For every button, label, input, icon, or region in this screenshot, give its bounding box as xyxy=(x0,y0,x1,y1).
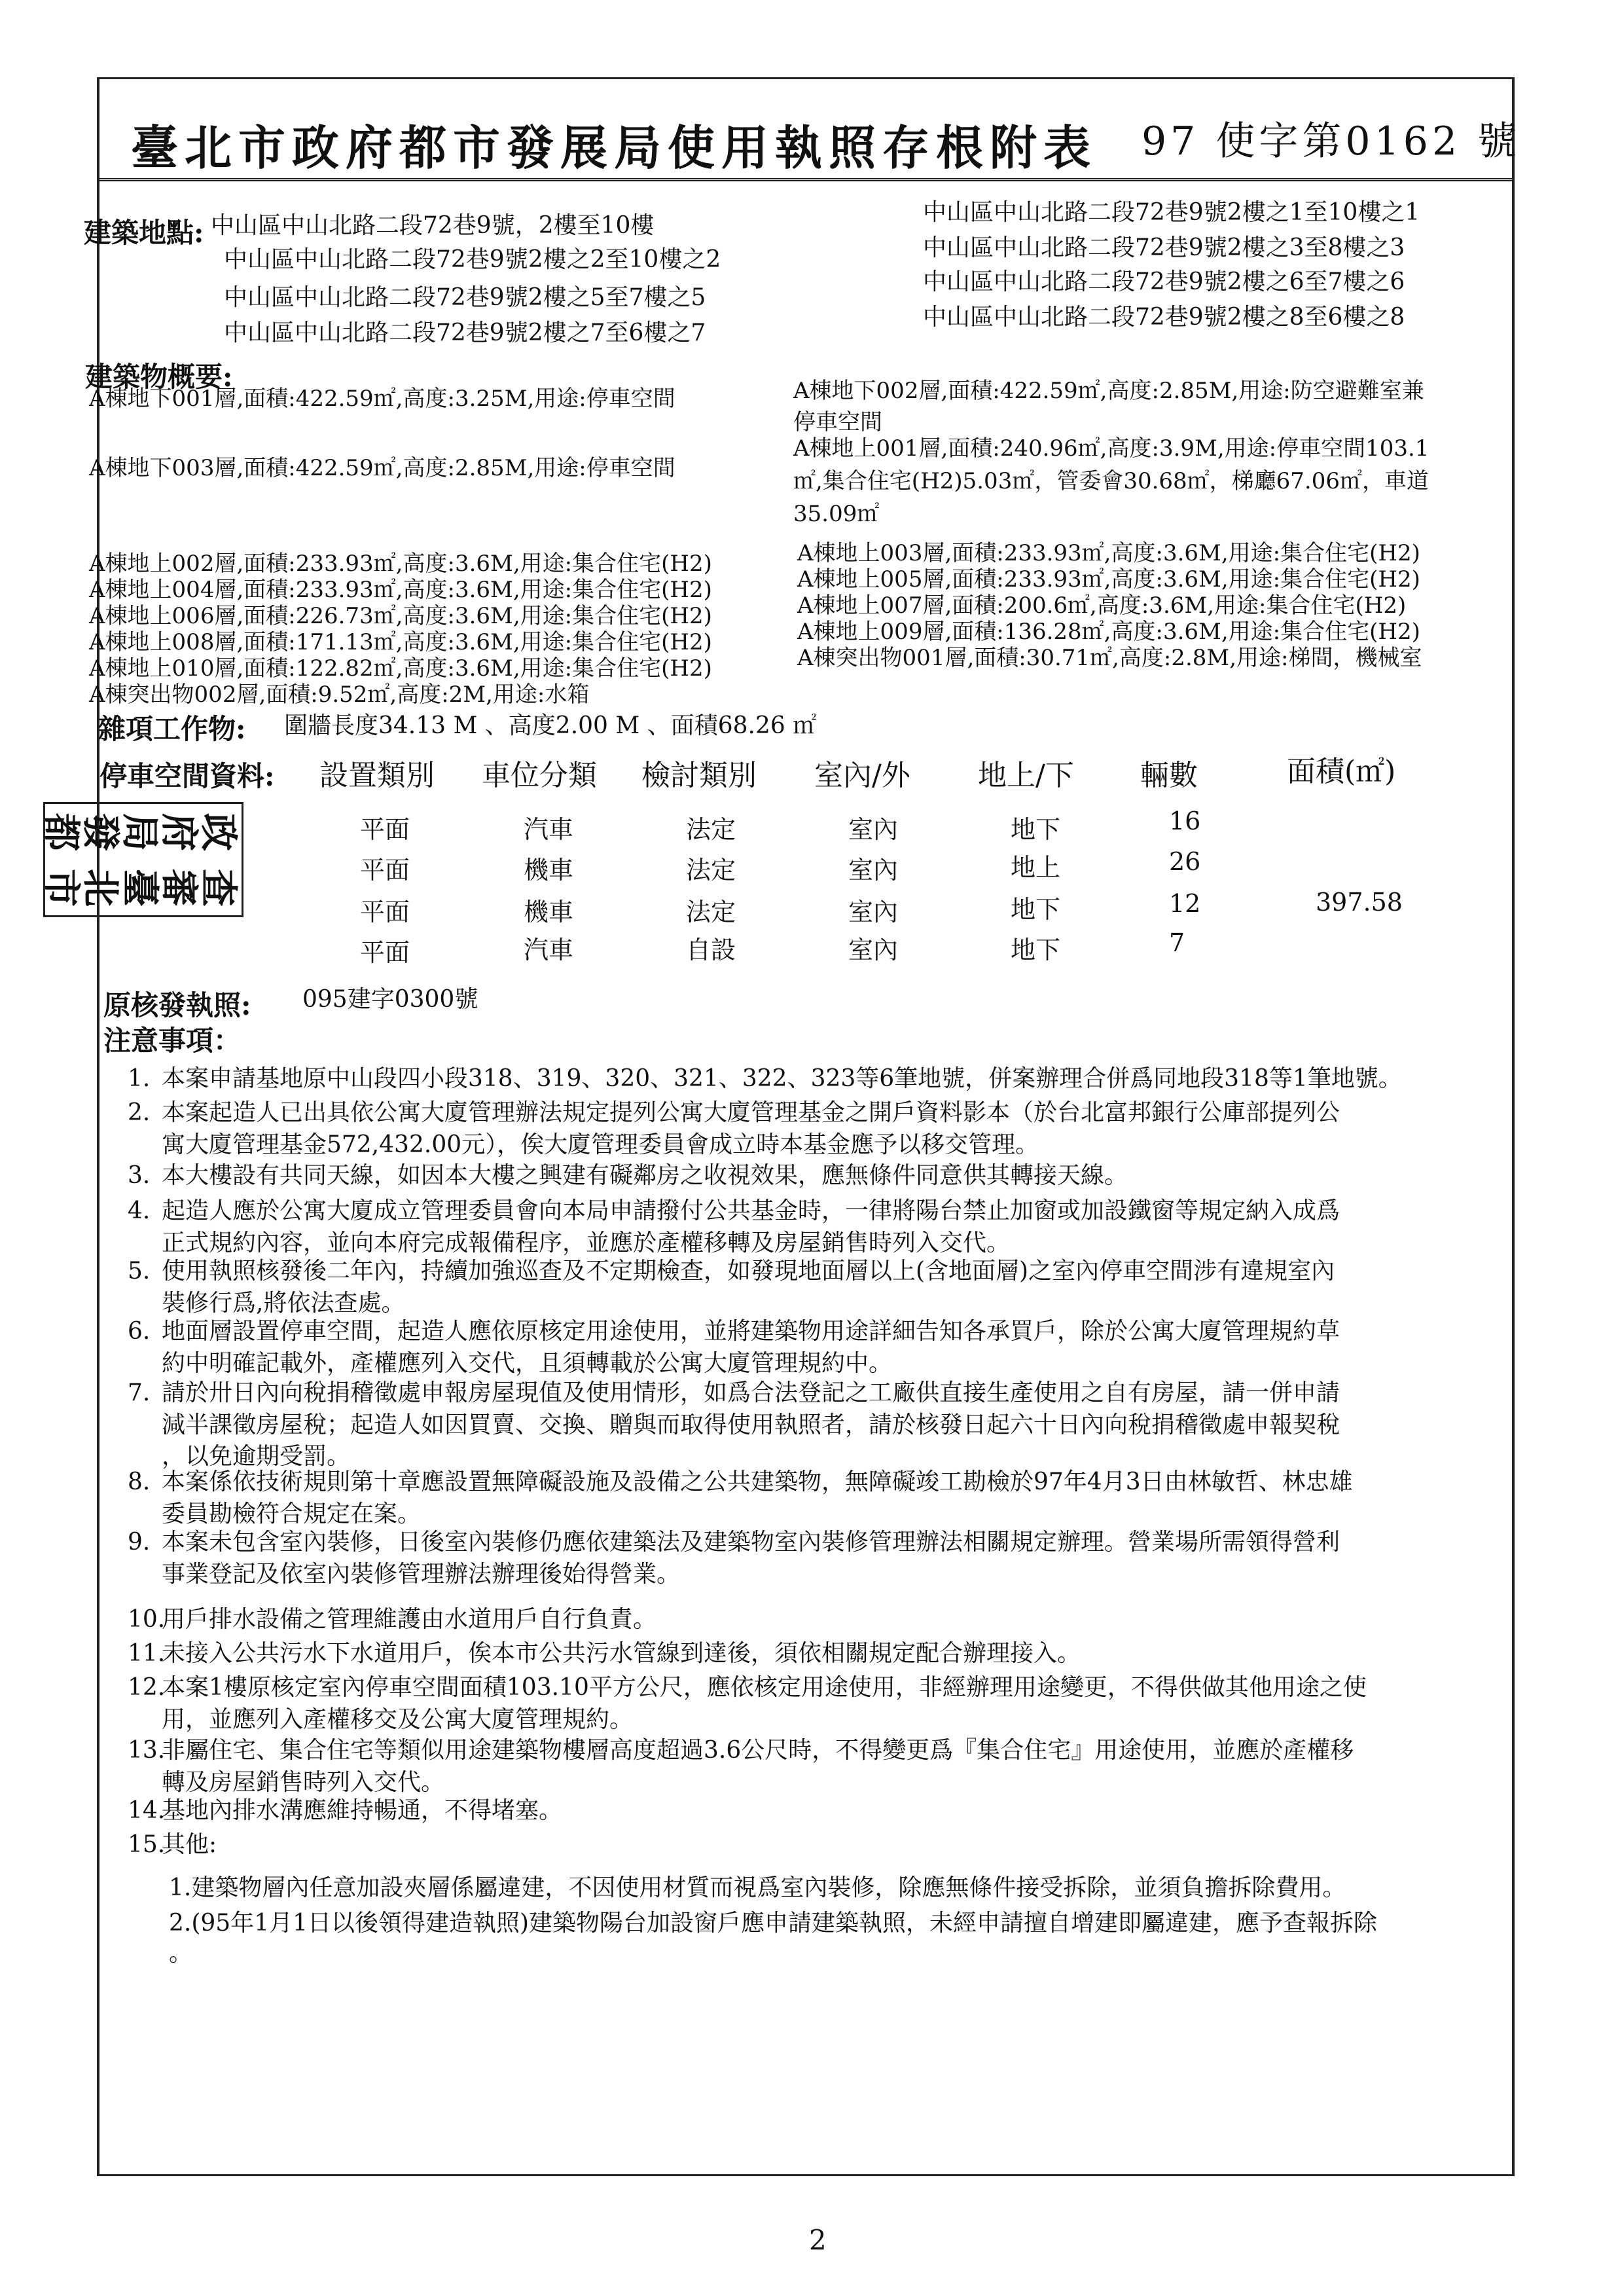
note-text xyxy=(162,1527,1503,1590)
misc-work-label: 雜項工作物: xyxy=(98,713,246,745)
parking-cell: 平面 xyxy=(360,856,410,884)
floor-left-3: A棟地上006層,面積:226.73㎡,高度:3.6M,用途:集合住宅(H2) xyxy=(89,603,712,629)
note-text xyxy=(162,1316,1503,1379)
parking-cell: 地下 xyxy=(1011,936,1061,964)
note-text xyxy=(162,1097,1503,1161)
note-number: 14. xyxy=(128,1797,166,1824)
note-item xyxy=(128,1195,1515,1259)
floor-right-4: A棟地上009層,面積:136.28㎡,高度:3.6M,用途:集合住宅(H2) xyxy=(797,619,1420,645)
note-number: 8. xyxy=(128,1468,151,1495)
note-line: 未接入公共污水下水道用戶，俟本市公共污水管線到達後，須依相關規定配合辦理接入。 xyxy=(162,1640,1081,1667)
parking-cell: 平面 xyxy=(360,815,410,844)
note-sub-item: 。 xyxy=(169,1940,193,1967)
note-line: 用，並應列入產權移交及公寓大廈管理規約。 xyxy=(162,1705,634,1733)
note-text xyxy=(162,1160,1503,1192)
original-permit-value: 095建字0300號 xyxy=(302,986,478,1013)
note-line: 委員勘檢符合規定在案。 xyxy=(162,1500,422,1527)
note-number: 7. xyxy=(128,1379,151,1406)
floor-left-2: A棟地上004層,面積:233.93㎡,高度:3.6M,用途:集合住宅(H2) xyxy=(89,577,712,603)
floor-right-3: A棟地上007層,面積:200.6㎡,高度:3.6M,用途:集合住宅(H2) xyxy=(797,592,1407,619)
note-item xyxy=(128,1063,1515,1095)
note-text xyxy=(162,1672,1503,1736)
note-number: 1. xyxy=(128,1065,151,1092)
note-item xyxy=(128,1638,1515,1670)
parking-cell: 機車 xyxy=(524,856,574,884)
note-item xyxy=(128,1829,1515,1861)
note-text xyxy=(162,1195,1503,1259)
note-number: 9. xyxy=(128,1529,151,1556)
note-item xyxy=(128,1160,1515,1192)
notes-label: 注意事項： xyxy=(103,1025,242,1057)
note-item xyxy=(128,1377,1515,1473)
note-line: 事業登記及依室內裝修管理辦法辦理後始得營業。 xyxy=(162,1560,681,1588)
note-number: 4. xyxy=(128,1197,151,1224)
parking-cell: 26 xyxy=(1169,847,1201,876)
parking-cell: 機車 xyxy=(524,898,574,926)
note-line: 本案起造人已出具依公寓大廈管理辦法規定提列公寓大廈管理基金之開戶資料影本（於台北富邦銀行公庫部提列公 xyxy=(162,1099,1340,1126)
parking-col-count: 輛數 xyxy=(1140,759,1198,792)
note-text xyxy=(162,1638,1503,1670)
note-number: 11. xyxy=(128,1640,166,1667)
parking-cell: 16 xyxy=(1169,807,1201,835)
page-number: 2 xyxy=(809,2224,827,2256)
note-line: 轉及房屋銷售時列入交代。 xyxy=(162,1768,445,1796)
title-bar xyxy=(97,100,1521,181)
address-left-3: 中山區中山北路二段72巷9號2樓之5至7樓之5 xyxy=(224,284,706,311)
floor-right-5: A棟突出物001層,面積:30.71㎡,高度:2.8M,用途:梯間，機械室 xyxy=(797,645,1422,671)
address-right-4: 中山區中山北路二段72巷9號2樓之8至6樓之8 xyxy=(923,304,1405,331)
overview-b1: A棟地下001層,面積:422.59㎡,高度:3.25M,用途:停車空間 xyxy=(89,386,675,412)
parking-cell: 平面 xyxy=(360,898,410,926)
note-item xyxy=(128,1795,1515,1827)
parking-label: 停車空間資料: xyxy=(99,760,275,792)
floor-right-1: A棟地上003層,面積:233.93㎡,高度:3.6M,用途:集合住宅(H2) xyxy=(797,540,1420,566)
overview-f1-cont: ㎡,集合住宅(H2)5.03㎡，管委會30.68㎡，梯廳67.06㎡，車道 xyxy=(793,468,1429,494)
note-number: 3. xyxy=(128,1162,151,1189)
overview-b3: A棟地下003層,面積:422.59㎡,高度:2.85M,用途:停車空間 xyxy=(89,455,675,481)
overview-f1-cont2: 35.09㎡ xyxy=(793,501,880,527)
parking-cell: 地上 xyxy=(1011,853,1061,882)
document-title: 臺北市政府都市發展局使用執照存根附表 xyxy=(131,120,1098,175)
note-item xyxy=(128,1735,1515,1798)
note-number: 5. xyxy=(128,1258,151,1285)
note-text xyxy=(162,1377,1503,1473)
note-number: 10. xyxy=(128,1606,166,1633)
address-right-2: 中山區中山北路二段72巷9號2樓之3至8樓之3 xyxy=(923,234,1405,261)
note-line: 用戶排水設備之管理維護由水道用戶自行負責。 xyxy=(162,1606,657,1633)
note-item xyxy=(128,1527,1515,1590)
note-sub-item: 1.建築物層內任意加設夾層係屬違建，不因使用材質而視爲室內裝修，除應無條件接受拆除，並須負擔拆除費用。 xyxy=(169,1874,1346,1901)
permit-number: 97 使字第0162 號 xyxy=(1142,118,1521,164)
address-left-1: 中山區中山北路二段72巷9號，2樓至10樓 xyxy=(211,212,655,239)
original-permit-label: 原核發執照: xyxy=(103,989,251,1021)
note-line: 約中明確記載外，產權應列入交代，且須轉載於公寓大廈管理規約中。 xyxy=(162,1349,893,1377)
note-line: 正式規約內容，並向本府完成報備程序，並應於產權移轉及房屋銷售時列入交代。 xyxy=(162,1229,1011,1256)
note-line: 本大樓設有共同天線，如因本大樓之興建有礙鄰房之收視效果，應無條件同意供其轉接天線。 xyxy=(162,1162,1128,1189)
note-line: 本案1樓原核定室內停車空間面積103.10平方公尺，應依核定用途使用，非經辦理用途變更，不得供做其他用途之使 xyxy=(162,1674,1367,1701)
overview-label: 建築物概要: xyxy=(85,361,233,393)
address-right-1: 中山區中山北路二段72巷9號2樓之1至10樓之1 xyxy=(923,199,1420,226)
floor-left-4: A棟地上008層,面積:171.13㎡,高度:3.6M,用途:集合住宅(H2) xyxy=(89,629,712,655)
parking-col-class: 車位分類 xyxy=(482,759,597,792)
parking-cell: 法定 xyxy=(686,898,736,926)
note-number: 2. xyxy=(128,1099,151,1126)
parking-col-level: 地上/下 xyxy=(978,759,1074,792)
parking-cell: 室內 xyxy=(848,898,899,926)
note-text xyxy=(162,1256,1503,1319)
note-line: 本案係依技術規則第十章應設置無障礙設施及設備之公共建築物，無障礙竣工勘檢於97年4月3日由林敏哲、林忠雄 xyxy=(162,1468,1353,1495)
note-sub-item: 2.(95年1月1日以後領得建造執照)建築物陽台加設窗戶應申請建築執照，未經申請擅自增建即屬違建，應予查報拆除 xyxy=(169,1910,1378,1937)
misc-work-value: 圍牆長度34.13 M 、高度2.00 M 、面積68.26 ㎡ xyxy=(284,712,817,739)
note-text xyxy=(162,1604,1503,1636)
parking-col-area: 面積(㎡) xyxy=(1287,755,1396,788)
parking-cell: 室內 xyxy=(848,856,899,884)
note-text xyxy=(162,1467,1503,1530)
note-text xyxy=(162,1063,1503,1095)
note-item xyxy=(128,1604,1515,1636)
parking-cell: 地下 xyxy=(1011,815,1061,844)
parking-col-inout: 室內/外 xyxy=(814,759,910,792)
parking-cell: 平面 xyxy=(360,938,410,967)
note-number: 15. xyxy=(128,1831,166,1858)
parking-col-type: 設置類別 xyxy=(319,759,435,792)
note-item xyxy=(128,1097,1515,1161)
parking-cell: 397.58 xyxy=(1316,888,1403,917)
note-line: 本案申請基地原中山段四小段318、319、320、321、322、323等6筆地號，併案辦理合併爲同地段318等1筆地號。 xyxy=(162,1065,1402,1092)
note-number: 13. xyxy=(128,1737,166,1764)
floor-left-6: A棟突出物002層,面積:9.52㎡,高度:2M,用途:水箱 xyxy=(89,682,590,708)
note-text xyxy=(162,1735,1503,1798)
note-line: 請於卅日內向稅捐稽徵處申報房屋現值及使用情形，如爲合法登記之工廠供直接生產使用之自有房屋，請一併申請 xyxy=(162,1379,1340,1406)
floor-left-5: A棟地上010層,面積:122.82㎡,高度:3.6M,用途:集合住宅(H2) xyxy=(89,655,712,682)
parking-cell: 7 xyxy=(1169,928,1185,957)
note-item xyxy=(128,1316,1515,1379)
parking-cell: 自設 xyxy=(686,936,736,964)
address-left-2: 中山區中山北路二段72巷9號2樓之2至10樓之2 xyxy=(224,246,721,273)
note-line: 減半課徵房屋稅；起造人如因買賣、交換、贈與而取得使用執照者，請於核發日起六十日內向稅捐稽徵處申報契稅 xyxy=(162,1411,1340,1438)
note-item xyxy=(128,1672,1515,1736)
floor-right-2: A棟地上005層,面積:233.93㎡,高度:3.6M,用途:集合住宅(H2) xyxy=(797,566,1420,592)
parking-cell: 12 xyxy=(1169,889,1201,918)
note-line: 裝修行爲,將依法查處。 xyxy=(162,1289,405,1317)
official-seal-stamp: 都 發 局 府 政 市 北 臺 審 查 xyxy=(43,802,243,917)
note-line: 起造人應於公寓大廈成立管理委員會向本局申請撥付公共基金時，一律將陽台禁止加窗或加設鐵窗等規定納入成爲 xyxy=(162,1197,1340,1224)
address-right-3: 中山區中山北路二段72巷9號2樓之6至7樓之6 xyxy=(923,268,1405,295)
note-number: 12. xyxy=(128,1674,166,1701)
parking-cell: 室內 xyxy=(848,936,899,964)
floor-left-1: A棟地上002層,面積:233.93㎡,高度:3.6M,用途:集合住宅(H2) xyxy=(89,551,712,577)
note-line: ，以免逾期受罰。 xyxy=(162,1443,351,1470)
parking-cell: 法定 xyxy=(686,815,736,844)
overview-b2-cont: 停車空間 xyxy=(793,409,882,435)
parking-cell: 汽車 xyxy=(524,815,574,844)
address-left-4: 中山區中山北路二段72巷9號2樓之7至6樓之7 xyxy=(224,319,706,346)
parking-col-review: 檢討類別 xyxy=(641,759,757,792)
parking-cell: 法定 xyxy=(686,856,736,884)
note-line: 非屬住宅、集合住宅等類似用途建築物樓層高度超過3.6公尺時，不得變更爲『集合住宅』用途使用，並應於產權移 xyxy=(162,1737,1354,1764)
address-label: 建築地點: xyxy=(84,217,204,249)
note-number: 6. xyxy=(128,1318,151,1345)
overview-b2: A棟地下002層,面積:422.59㎡,高度:2.85M,用途:防空避難室兼 xyxy=(793,378,1424,404)
note-line: 使用執照核發後二年內，持續加強巡查及不定期檢查，如發現地面層以上(含地面層)之室內停車空間涉有違規室內 xyxy=(162,1258,1335,1285)
note-item xyxy=(128,1256,1515,1319)
overview-f1: A棟地上001層,面積:240.96㎡,高度:3.9M,用途:停車空間103.1 xyxy=(793,435,1429,462)
note-line: 本案未包含室內裝修，日後室內裝修仍應依建築法及建築物室內裝修管理辦法相關規定辦理。營業場所需領得營利 xyxy=(162,1529,1340,1556)
parking-cell: 地下 xyxy=(1011,895,1061,924)
parking-cell: 汽車 xyxy=(524,936,574,964)
note-text xyxy=(162,1795,1503,1827)
note-line: 其他: xyxy=(162,1831,217,1858)
note-item xyxy=(128,1467,1515,1530)
note-line: 寓大廈管理基金572,432.00元），俟大廈管理委員會成立時本基金應予以移交管理。 xyxy=(162,1131,1039,1158)
parking-cell: 室內 xyxy=(848,815,899,844)
note-text xyxy=(162,1829,1503,1861)
note-line: 基地內排水溝應維持暢通，不得堵塞。 xyxy=(162,1797,563,1824)
note-line: 地面層設置停車空間，起造人應依原核定用途使用，並將建築物用途詳細告知各承買戶，除於公寓大廈管理規約草 xyxy=(162,1318,1340,1345)
